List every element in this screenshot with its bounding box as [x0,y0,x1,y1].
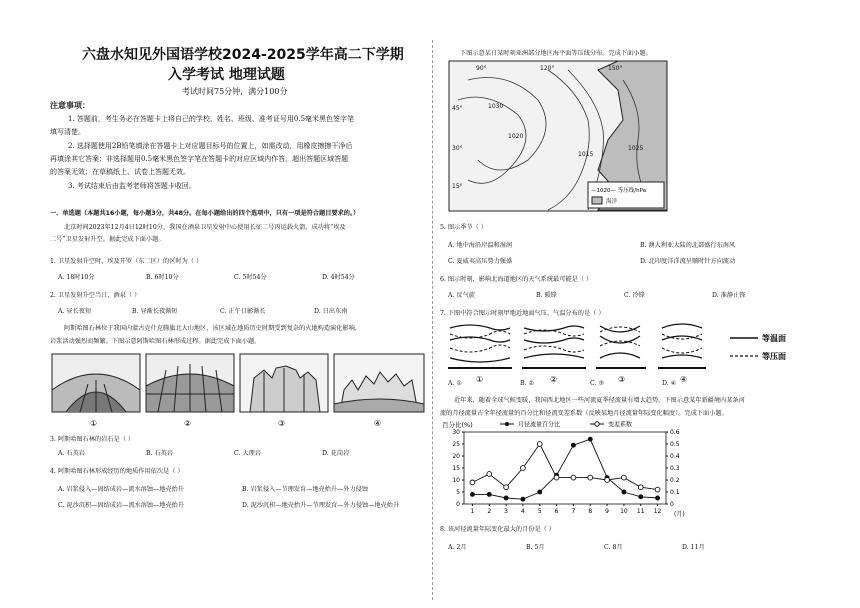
option-panel-2 [522,326,586,368]
lon-label: 120° [540,65,555,72]
option: D. 日出东南 [314,308,348,315]
option: B. 6时10分 [146,274,179,281]
option: C. 大理岩 [234,450,262,457]
option: D. 准静止锋 [712,292,746,299]
option: A. 地中海沿岸温和湿润 [448,242,513,249]
passage-line: 下图示意某日某时刻亚洲部分地区海平面等压线分布。完成下面小题。 [460,50,652,57]
option-panel-1 [448,325,512,368]
x-tick-label: 7 [571,508,576,515]
y-tick-label: 30 [452,429,460,436]
data-point-series-1 [588,437,592,441]
passage-line: 北京时间2023年12月4日12时10分，我国在酒泉卫星发射中心使用长征二号丙运载火箭，成功将“埃及 [64,224,346,231]
y2-tick-label: 0 [670,501,674,508]
data-point-series-1 [571,443,575,447]
note-line: 2. 选择题使用2B铅笔填涂在答题卡上对应题目标号的位置上，如需改动，用橡皮擦擦干净后 [68,142,353,150]
process-label: ① [90,419,98,428]
note-line: 1. 答题前，考生务必在答题卡上将自己的学校、姓名、班级、准考证号用0.5毫米黑色签字笔 [68,115,355,123]
figure-label: ② [550,375,558,384]
y2-tick-label: 0.3 [670,465,680,472]
isobar-value: 1015 [578,151,594,158]
runoff-chart [440,418,700,522]
option: A. 反气旋 [448,292,475,299]
process-label: ③ [278,419,286,428]
question-stem: 3. 阿斯哈图石林的岩石是（ ） [50,436,135,443]
option: B. 石英岩 [146,450,174,457]
isobar-value: 1020 [508,133,524,140]
passage-line: 流的月径流量占全年径流量的百分比和径流变差系数（反映某地月径流量年际变化幅度）。完成下面小题。 [440,410,728,417]
stone-forest-process-figure [50,350,428,430]
x-tick-label: 10 [620,508,628,515]
option: B. 澳大利亚大陆的北部盛行东南风 [640,242,736,249]
option: A. 昼长夜短 [58,308,92,315]
option: D. ④ [662,380,677,387]
option: C. 正午日影渐长 [220,308,266,315]
option: C. 泥沙沉积—固结成岩—流水溶蚀—地壳抬升 [58,502,185,509]
legend-series-2: 变差系数 [608,421,633,429]
chart-plot-area [452,429,679,515]
data-point-series-2 [470,480,475,485]
legend-isobar: 等压面 [762,352,786,361]
isobar-value: 1030 [488,103,504,110]
chart-legend [500,421,632,429]
note-line: 的答案无效；在草稿纸上、试卷上答题无效。 [50,168,190,176]
y-tick-label: 15 [452,465,460,472]
legend-sea-swatch [592,197,602,204]
y2-tick-label: 0.5 [670,441,680,448]
data-point-series-2 [504,485,509,490]
figure-label: ① [476,375,484,384]
x-tick-label: 12 [653,508,662,515]
option: A. 18时10分 [58,274,95,281]
question-stem: 4. 阿斯哈图石林形成经历的地质作用依次是（ ） [50,468,184,475]
data-point-series-1 [656,496,660,500]
y-tick-label: 20 [452,453,460,460]
question-stem: 8. 该河径流量年际变化最大的月份是（ ） [440,526,556,533]
y-tick-label: 25 [452,441,460,448]
x-tick-label: 5 [537,508,542,515]
note-line: 3. 考试结束后由监考老师将答题卡收回。 [68,182,196,190]
section-heading: 一、单选题（本题共16小题，每小题3分，共48分。在每小题给出的四个选项中，只有一项是符合题目要求的。） [50,210,360,217]
y2-tick-label: 0.1 [670,489,680,496]
lat-label: 15° [452,183,463,190]
option: C. ③ [590,380,604,387]
question-stem: 1. 卫星发射升空时，埃及开罗（东二区）的区时为（ ） [50,258,203,265]
passage-line: 阿斯哈图石林位于我国内蒙古克什克腾旗北大山地区，该区域在地质历史时期受到复杂的火地构造演化影响， [64,325,361,332]
data-point-series-1 [521,497,525,501]
note-line: 再填涂其它答案；非选择题用0.5毫米黑色签字笔在答题卡的对应区域内作答，超出答题区域答题 [50,155,349,163]
time-info: 考试时间75分钟，满分100分 [182,87,288,96]
question-stem: 2. 卫星发射升空当日，酒泉（ ） [50,292,141,299]
lon-label: 90° [476,65,487,72]
lat-label: 30° [452,145,463,152]
passage-line: 近年来，随着全球气候变暖，我国西北地区一些河流夏季径流量有增大趋势。下图示意某年新疆境内某条河 [454,397,745,404]
option: D. 11月 [682,544,705,551]
option: A. 石英岩 [58,450,85,457]
data-point-series-1 [470,492,474,496]
option: A. 2月 [448,544,467,551]
x-tick-label: 9 [605,508,609,515]
chart-frame [464,432,666,504]
question-stem: 6. 图示时刻，影响北海道地区的天气系统最可能是（ ） [440,276,593,283]
option: C. 夏威夷高压势力强盛 [448,258,513,265]
question-stem: 5. 图示季节（ ） [440,224,487,231]
y2-tick-label: 0.6 [670,429,680,436]
option: B. ② [520,380,535,387]
data-point-series-2 [487,472,492,477]
lat-label: 45° [452,105,463,112]
x-tick-label: 11 [636,508,645,515]
process-panel-2 [146,354,234,412]
data-point-series-1 [487,492,491,496]
x-tick-label: 4 [521,508,525,515]
option: D. 北印度洋洋流呈顺时针方向流动 [640,258,736,265]
notes-heading: 注意事项： [50,101,90,110]
data-point-series-1 [639,495,643,499]
data-point-series-1 [504,496,508,500]
figure-label: ③ [618,375,626,384]
process-panel-1 [52,354,140,412]
data-point-series-1 [538,490,542,494]
process-label: ④ [374,419,382,428]
lon-label: 150° [608,65,623,72]
data-point-series-2 [638,485,643,490]
data-point-series-2 [622,475,627,480]
process-panel-3 [240,354,328,412]
series-line-1 [472,439,657,499]
data-point-series-2 [537,442,542,447]
option: C. 5时54分 [234,274,267,281]
legend-isobar: —1020— 等压线/hPa [591,188,647,194]
column-divider [432,40,433,600]
legend-sea: 海洋 [606,199,618,205]
process-panel-4 [334,354,424,412]
data-point-series-2 [605,478,610,483]
y2-tick-label: 0.2 [670,477,680,484]
data-point-series-1 [622,490,626,494]
chart-xlabel: (月) [674,511,685,518]
passage-line: 岩浆活动强烈而频繁。下图示意阿斯哈图石林形成过程。据此完成下面小题。 [50,338,261,345]
x-tick-label: 2 [487,508,492,515]
option: C. 8月 [604,544,623,551]
x-tick-label: 6 [554,508,559,515]
data-point-series-2 [588,475,593,480]
x-tick-label: 3 [504,508,508,515]
option: D. 4时54分 [322,274,355,281]
x-tick-label: 8 [588,508,593,515]
option: B. 昼渐长夜渐短 [132,308,178,315]
option: D. 花岗岩 [322,450,350,457]
y2-tick-label: 0.4 [670,453,680,460]
isobar-map [448,60,668,212]
option: D. 泥沙沉积—地壳抬升—节理发育—外力侵蚀—地壳抬升 [242,502,400,509]
option-panel-3 [596,326,646,368]
legend-isotherm: 等温面 [762,334,786,343]
data-point-series-2 [554,475,559,480]
process-label: ② [184,419,192,428]
option: A. 岩浆侵入—固结成岩—流水溶蚀—地壳抬升 [58,486,184,493]
y-tick-label: 0 [456,501,460,508]
x-tick-label: 1 [470,508,475,515]
chart-ylabel: 百分比(%) [442,421,473,429]
legend-series-1: 月径流量百分比 [518,421,561,429]
data-point-series-2 [521,466,526,471]
option: A. ① [448,380,462,387]
y-tick-label: 5 [456,489,460,496]
option-panel-4 [658,324,706,368]
note-line: 填写清楚。 [50,128,85,136]
option: C. 冷锋 [624,292,645,299]
option: B. 暖锋 [536,292,557,299]
isotherm-isobar-figure [440,318,820,388]
question-stem: 7. 下图中符合图示时刻甲地近地面气压、气温分布的是（ ） [440,310,605,317]
option: B. 岩浆侵入—节理发育—地壳抬升—外力侵蚀 [242,486,369,493]
passage-line: 二号”卫星发射升空。据此完成下面小题。 [50,236,165,243]
figure-label: ④ [680,375,688,384]
exam-title: 入学考试 地理试题 [168,67,285,83]
option: B. 5月 [526,544,545,551]
isobar-value: 1025 [628,145,644,152]
school-title: 六盘水知见外国语学校2024-2025学年高二下学期 [82,47,404,63]
data-point-series-2 [571,475,576,480]
y-tick-label: 10 [452,477,460,484]
data-point-series-2 [655,487,660,492]
series-line-2 [472,444,657,490]
